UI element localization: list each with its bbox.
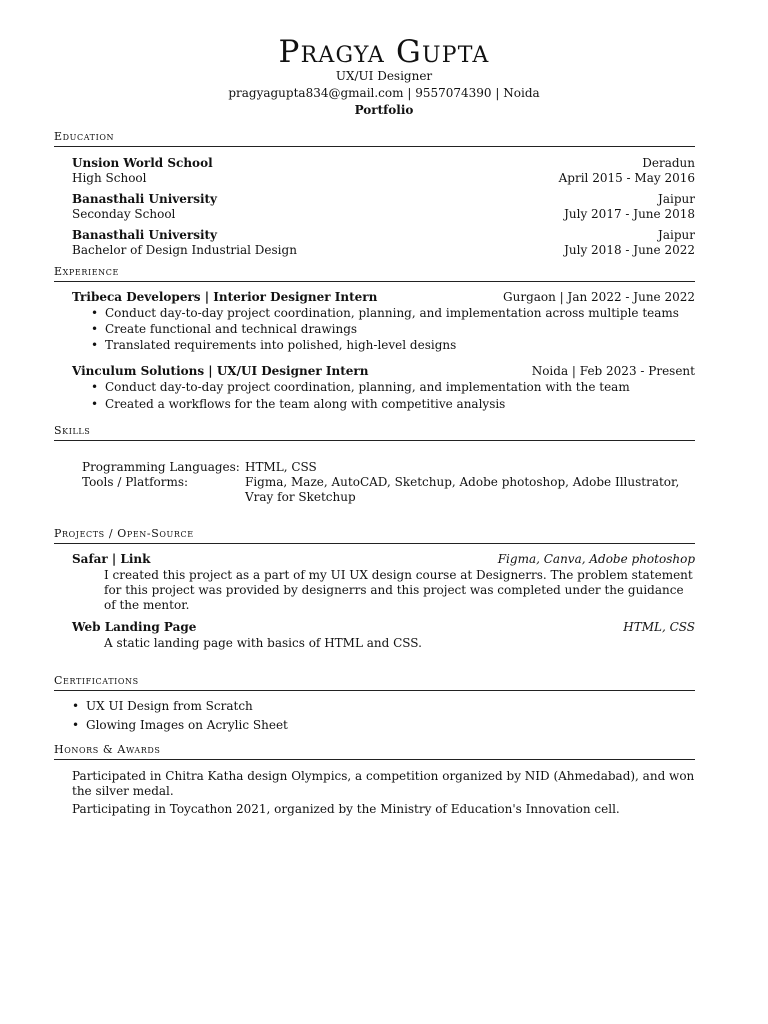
skill-value: Figma, Maze, AutoCAD, Sketchup, Adobe photoshop, Adobe Illustrator, Vray for Sketchup <box>245 475 680 504</box>
honor-item: Participated in Chitra Katha design Olympics, a competition organized by NID (Ahmedabad), and won the silver medal. <box>72 769 695 798</box>
study-dates: April 2015 - May 2016 <box>558 171 695 185</box>
job-meta: Gurgaon | Jan 2022 - June 2022 <box>503 290 695 304</box>
job-bullet: • Create functional and technical drawings <box>91 322 358 336</box>
section-title-skills: Skills <box>54 424 91 437</box>
certification-item: • UX UI Design from Scratch <box>72 699 253 713</box>
school-name: Unsion World School <box>72 156 213 170</box>
contact-line <box>0 86 768 101</box>
school-name: Banasthali University <box>72 192 218 206</box>
project-name: Web Landing Page <box>72 620 197 634</box>
project-tech: HTML, CSS <box>623 620 695 634</box>
skill-value: HTML, CSS <box>245 460 317 474</box>
skill-label: Programming Languages: <box>82 460 240 474</box>
job-meta: Noida | Feb 2023 - Present <box>531 364 695 378</box>
section-divider <box>54 440 695 441</box>
section-divider <box>54 281 695 282</box>
job-heading: Tribeca Developers | Interior Designer Intern <box>72 290 378 304</box>
section-title-honors: Honors & Awards <box>54 743 161 756</box>
section-divider <box>54 543 695 544</box>
section-title-certifications: Certifications <box>54 674 139 687</box>
job-heading: Vinculum Solutions | UX/UI Designer Intern <box>72 364 369 378</box>
section-title-education: Education <box>54 130 115 143</box>
job-bullet: • Created a workflows for the team along with competitive analysis <box>91 397 506 411</box>
job-bullet: • Translated requirements into polished, high-level designs <box>91 338 457 352</box>
school-location: Deradun <box>642 156 695 170</box>
honor-item: Participating in Toycathon 2021, organized by the Ministry of Education's Innovation cell. <box>72 802 620 816</box>
portfolio-link[interactable]: Portfolio <box>354 103 414 117</box>
job-bullet: • Conduct day-to-day project coordination, planning, and implementation with the team <box>91 380 630 394</box>
study-dates: July 2018 - June 2022 <box>564 243 695 257</box>
separator: | <box>495 86 500 100</box>
project-description: A static landing page with basics of HTML and CSS. <box>104 636 422 650</box>
candidate-name: Pragya Gupta <box>278 34 490 70</box>
project-name: Safar | Link <box>72 552 151 566</box>
project-description: I created this project as a part of my UI UX design course at Designerrs. The problem statement for this project was provided by designerrs and this project was completed under the guidance of the mentor. <box>104 568 693 612</box>
degree: Seconday School <box>72 207 176 221</box>
section-divider <box>54 146 695 147</box>
separator: | <box>407 86 412 100</box>
skill-label: Tools / Platforms: <box>82 475 189 489</box>
section-divider <box>54 759 695 760</box>
project-tech: Figma, Canva, Adobe photoshop <box>497 552 695 566</box>
degree: Bachelor of Design Industrial Design <box>72 243 297 257</box>
section-title-experience: Experience <box>54 265 119 278</box>
school-location: Jaipur <box>658 192 695 206</box>
candidate-role: UX/UI Designer <box>335 69 433 83</box>
city: Noida <box>503 86 540 100</box>
school-name: Banasthali University <box>72 228 218 242</box>
section-title-projects: Projects / Open-Source <box>54 527 194 540</box>
email-link[interactable]: pragyagupta834@gmail.com <box>228 86 404 100</box>
degree: High School <box>72 171 147 185</box>
job-bullet: • Conduct day-to-day project coordination, planning, and implementation across multiple teams <box>91 306 679 320</box>
phone-number: 9557074390 <box>415 86 492 100</box>
certification-item: • Glowing Images on Acrylic Sheet <box>72 718 288 732</box>
section-divider <box>54 690 695 691</box>
school-location: Jaipur <box>658 228 695 242</box>
study-dates: July 2017 - June 2018 <box>564 207 695 221</box>
